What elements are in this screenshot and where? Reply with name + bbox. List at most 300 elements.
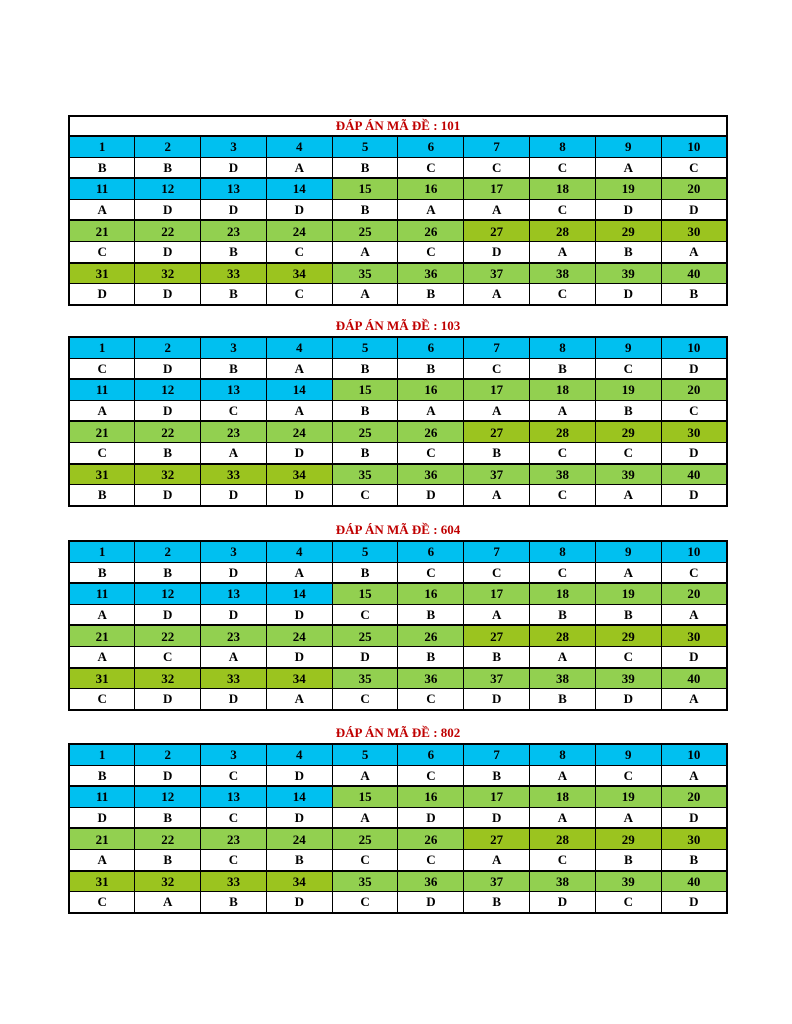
question-number: 26 bbox=[398, 625, 464, 646]
question-number: 9 bbox=[595, 541, 661, 562]
answer-cell: D bbox=[201, 157, 267, 178]
question-number: 29 bbox=[595, 625, 661, 646]
answer-cell: A bbox=[661, 241, 727, 262]
question-number: 7 bbox=[464, 541, 530, 562]
answer-cell: C bbox=[661, 400, 727, 421]
question-number: 28 bbox=[530, 421, 596, 442]
answer-row bbox=[69, 400, 727, 421]
answer-cell: B bbox=[595, 849, 661, 870]
answer-cell: D bbox=[332, 646, 398, 667]
answer-cell: C bbox=[464, 157, 530, 178]
question-number: 2 bbox=[135, 337, 201, 358]
answer-cell: D bbox=[398, 892, 464, 913]
answer-cell: C bbox=[398, 765, 464, 786]
answer-cell: C bbox=[201, 849, 267, 870]
question-number: 10 bbox=[661, 136, 727, 157]
question-number: 14 bbox=[266, 786, 332, 807]
answer-cell: C bbox=[332, 485, 398, 506]
question-number: 22 bbox=[135, 625, 201, 646]
question-number: 19 bbox=[595, 379, 661, 400]
answer-cell: B bbox=[135, 442, 201, 463]
answer-cell: B bbox=[69, 765, 135, 786]
question-number: 13 bbox=[201, 583, 267, 604]
answer-cell: C bbox=[69, 241, 135, 262]
answer-cell: C bbox=[332, 849, 398, 870]
question-number: 1 bbox=[69, 337, 135, 358]
question-number-row bbox=[69, 828, 727, 849]
question-number-row bbox=[69, 337, 727, 358]
question-number: 31 bbox=[69, 263, 135, 284]
answer-cell: D bbox=[201, 562, 267, 583]
answer-cell: D bbox=[661, 646, 727, 667]
answer-cell: D bbox=[135, 400, 201, 421]
question-number: 19 bbox=[595, 583, 661, 604]
answer-cell: C bbox=[530, 485, 596, 506]
question-number: 4 bbox=[266, 136, 332, 157]
question-number: 2 bbox=[135, 136, 201, 157]
question-number: 26 bbox=[398, 421, 464, 442]
question-number: 4 bbox=[266, 337, 332, 358]
answer-cell: D bbox=[135, 604, 201, 625]
answer-cell: C bbox=[332, 689, 398, 710]
question-number: 36 bbox=[398, 263, 464, 284]
answer-cell: A bbox=[464, 400, 530, 421]
answer-cell: D bbox=[595, 284, 661, 305]
answer-cell: C bbox=[69, 358, 135, 379]
question-number: 23 bbox=[201, 828, 267, 849]
question-number: 35 bbox=[332, 464, 398, 485]
question-number: 37 bbox=[464, 668, 530, 689]
question-number: 36 bbox=[398, 668, 464, 689]
question-number: 18 bbox=[530, 583, 596, 604]
answer-cell: A bbox=[266, 358, 332, 379]
question-number: 32 bbox=[135, 263, 201, 284]
question-number: 28 bbox=[530, 625, 596, 646]
answer-cell: B bbox=[464, 765, 530, 786]
question-number: 4 bbox=[266, 744, 332, 765]
answer-cell: A bbox=[661, 604, 727, 625]
question-number: 6 bbox=[398, 337, 464, 358]
answer-row bbox=[69, 562, 727, 583]
block-title: ĐÁP ÁN MÃ ĐỀ : 101 bbox=[68, 115, 728, 135]
question-number: 7 bbox=[464, 136, 530, 157]
answer-cell: D bbox=[266, 199, 332, 220]
question-number: 15 bbox=[332, 583, 398, 604]
answer-cell: D bbox=[398, 807, 464, 828]
question-number: 40 bbox=[661, 871, 727, 892]
answer-cell: B bbox=[69, 157, 135, 178]
question-number: 36 bbox=[398, 871, 464, 892]
question-number: 16 bbox=[398, 379, 464, 400]
question-number: 29 bbox=[595, 828, 661, 849]
question-number-row bbox=[69, 263, 727, 284]
answer-cell: A bbox=[398, 199, 464, 220]
answer-cell: D bbox=[266, 765, 332, 786]
answer-cell: C bbox=[464, 358, 530, 379]
answer-table bbox=[68, 743, 728, 914]
question-number: 34 bbox=[266, 668, 332, 689]
answer-cell: B bbox=[530, 689, 596, 710]
answer-cell: A bbox=[530, 241, 596, 262]
question-number: 27 bbox=[464, 828, 530, 849]
answer-cell: A bbox=[332, 284, 398, 305]
answer-cell: A bbox=[595, 157, 661, 178]
question-number: 34 bbox=[266, 263, 332, 284]
answer-cell: D bbox=[201, 199, 267, 220]
question-number: 35 bbox=[332, 871, 398, 892]
question-number: 38 bbox=[530, 668, 596, 689]
question-number: 39 bbox=[595, 871, 661, 892]
block-title: ĐÁP ÁN MÃ ĐỀ : 802 bbox=[335, 725, 461, 740]
question-number-row bbox=[69, 583, 727, 604]
answer-cell: C bbox=[595, 646, 661, 667]
answer-cell: A bbox=[69, 400, 135, 421]
answer-cell: D bbox=[464, 807, 530, 828]
question-number: 7 bbox=[464, 744, 530, 765]
answer-cell: B bbox=[595, 241, 661, 262]
question-number: 13 bbox=[201, 178, 267, 199]
question-number: 4 bbox=[266, 541, 332, 562]
answer-cell: B bbox=[135, 562, 201, 583]
question-number: 1 bbox=[69, 136, 135, 157]
question-number: 10 bbox=[661, 541, 727, 562]
answer-cell: B bbox=[398, 358, 464, 379]
question-number: 1 bbox=[69, 744, 135, 765]
answer-cell: D bbox=[135, 485, 201, 506]
question-number: 25 bbox=[332, 625, 398, 646]
question-number: 35 bbox=[332, 668, 398, 689]
question-number-row bbox=[69, 871, 727, 892]
answer-cell: C bbox=[398, 241, 464, 262]
answer-cell: C bbox=[530, 157, 596, 178]
question-number-row bbox=[69, 379, 727, 400]
answer-cell: A bbox=[69, 646, 135, 667]
question-number: 33 bbox=[201, 871, 267, 892]
question-number-row bbox=[69, 421, 727, 442]
answer-cell: B bbox=[530, 604, 596, 625]
question-number: 33 bbox=[201, 668, 267, 689]
answer-cell: C bbox=[201, 765, 267, 786]
answer-row bbox=[69, 199, 727, 220]
question-number: 15 bbox=[332, 178, 398, 199]
answer-cell: B bbox=[201, 284, 267, 305]
answer-block bbox=[68, 723, 728, 914]
answer-cell: C bbox=[69, 689, 135, 710]
question-number: 21 bbox=[69, 421, 135, 442]
answer-cell: B bbox=[332, 562, 398, 583]
answer-cell: B bbox=[464, 646, 530, 667]
question-number: 20 bbox=[661, 786, 727, 807]
question-number: 22 bbox=[135, 828, 201, 849]
question-number: 14 bbox=[266, 583, 332, 604]
answer-cell: D bbox=[661, 442, 727, 463]
answer-cell: C bbox=[530, 442, 596, 463]
answer-cell: A bbox=[332, 807, 398, 828]
answer-cell: B bbox=[332, 400, 398, 421]
answer-cell: A bbox=[595, 562, 661, 583]
answer-cell: A bbox=[661, 689, 727, 710]
answer-cell: A bbox=[398, 400, 464, 421]
answer-row bbox=[69, 485, 727, 506]
question-number: 27 bbox=[464, 220, 530, 241]
question-number: 3 bbox=[201, 136, 267, 157]
answer-cell: B bbox=[201, 892, 267, 913]
answer-table bbox=[68, 135, 728, 306]
question-number: 31 bbox=[69, 871, 135, 892]
question-number: 28 bbox=[530, 220, 596, 241]
answer-cell: B bbox=[201, 241, 267, 262]
question-number: 24 bbox=[266, 220, 332, 241]
answer-cell: B bbox=[135, 807, 201, 828]
answer-row bbox=[69, 765, 727, 786]
answer-cell: B bbox=[595, 400, 661, 421]
question-number: 8 bbox=[530, 337, 596, 358]
answer-cell: C bbox=[201, 807, 267, 828]
answer-cell: D bbox=[661, 358, 727, 379]
answer-cell: D bbox=[595, 199, 661, 220]
question-number: 21 bbox=[69, 220, 135, 241]
question-number: 37 bbox=[464, 464, 530, 485]
question-number: 26 bbox=[398, 828, 464, 849]
question-number: 32 bbox=[135, 871, 201, 892]
answer-cell: A bbox=[69, 199, 135, 220]
answer-cell: B bbox=[201, 358, 267, 379]
question-number-row bbox=[69, 464, 727, 485]
question-number: 9 bbox=[595, 337, 661, 358]
question-number: 21 bbox=[69, 625, 135, 646]
question-number: 30 bbox=[661, 220, 727, 241]
question-number: 9 bbox=[595, 744, 661, 765]
question-number: 11 bbox=[69, 178, 135, 199]
answer-cell: D bbox=[201, 485, 267, 506]
answer-cell: C bbox=[398, 442, 464, 463]
question-number: 13 bbox=[201, 379, 267, 400]
question-number: 9 bbox=[595, 136, 661, 157]
answer-block bbox=[68, 520, 728, 711]
question-number: 39 bbox=[595, 263, 661, 284]
question-number: 17 bbox=[464, 379, 530, 400]
answer-cell: D bbox=[595, 689, 661, 710]
question-number: 8 bbox=[530, 744, 596, 765]
question-number: 18 bbox=[530, 379, 596, 400]
answer-cell: D bbox=[135, 241, 201, 262]
question-number: 34 bbox=[266, 464, 332, 485]
question-number: 8 bbox=[530, 541, 596, 562]
answer-cell: D bbox=[201, 689, 267, 710]
answer-cell: C bbox=[595, 892, 661, 913]
question-number: 17 bbox=[464, 786, 530, 807]
question-number: 36 bbox=[398, 464, 464, 485]
answer-row bbox=[69, 284, 727, 305]
question-number: 35 bbox=[332, 263, 398, 284]
question-number: 40 bbox=[661, 263, 727, 284]
question-number: 15 bbox=[332, 379, 398, 400]
answer-cell: D bbox=[661, 892, 727, 913]
question-number-row bbox=[69, 541, 727, 562]
question-number: 25 bbox=[332, 421, 398, 442]
question-number: 17 bbox=[464, 583, 530, 604]
answer-cell: C bbox=[135, 646, 201, 667]
question-number: 34 bbox=[266, 871, 332, 892]
answer-cell: A bbox=[266, 157, 332, 178]
question-number: 14 bbox=[266, 178, 332, 199]
question-number: 14 bbox=[266, 379, 332, 400]
answer-cell: C bbox=[332, 892, 398, 913]
answer-cell: C bbox=[332, 604, 398, 625]
question-number: 17 bbox=[464, 178, 530, 199]
answer-cell: A bbox=[201, 646, 267, 667]
question-number: 32 bbox=[135, 464, 201, 485]
answer-row bbox=[69, 849, 727, 870]
answer-cell: A bbox=[464, 199, 530, 220]
answer-cell: B bbox=[332, 157, 398, 178]
answer-cell: A bbox=[266, 562, 332, 583]
answer-cell: C bbox=[398, 689, 464, 710]
question-number: 29 bbox=[595, 421, 661, 442]
answer-cell: B bbox=[135, 157, 201, 178]
answer-cell: D bbox=[661, 807, 727, 828]
answer-cell: A bbox=[135, 892, 201, 913]
answer-cell: C bbox=[398, 157, 464, 178]
question-number: 21 bbox=[69, 828, 135, 849]
question-number: 16 bbox=[398, 786, 464, 807]
answer-cell: D bbox=[201, 604, 267, 625]
answer-cell: C bbox=[464, 562, 530, 583]
answer-cell: B bbox=[530, 358, 596, 379]
question-number: 24 bbox=[266, 828, 332, 849]
question-number: 16 bbox=[398, 178, 464, 199]
question-number: 2 bbox=[135, 541, 201, 562]
question-number: 33 bbox=[201, 464, 267, 485]
question-number: 25 bbox=[332, 220, 398, 241]
question-number: 23 bbox=[201, 421, 267, 442]
answer-cell: B bbox=[661, 849, 727, 870]
answer-cell: D bbox=[69, 284, 135, 305]
question-number: 30 bbox=[661, 828, 727, 849]
question-number: 19 bbox=[595, 786, 661, 807]
question-number: 16 bbox=[398, 583, 464, 604]
answer-cell: D bbox=[661, 485, 727, 506]
answer-cell: B bbox=[398, 284, 464, 305]
question-number: 8 bbox=[530, 136, 596, 157]
question-number-row bbox=[69, 178, 727, 199]
question-number: 12 bbox=[135, 786, 201, 807]
answer-cell: B bbox=[398, 604, 464, 625]
question-number: 11 bbox=[69, 379, 135, 400]
question-number: 38 bbox=[530, 263, 596, 284]
question-number: 15 bbox=[332, 786, 398, 807]
question-number-row bbox=[69, 136, 727, 157]
question-number-row bbox=[69, 786, 727, 807]
question-number: 3 bbox=[201, 744, 267, 765]
question-number: 27 bbox=[464, 625, 530, 646]
answer-row bbox=[69, 892, 727, 913]
answer-cell: C bbox=[398, 849, 464, 870]
answer-cell: D bbox=[266, 604, 332, 625]
question-number: 23 bbox=[201, 625, 267, 646]
answer-cell: A bbox=[69, 849, 135, 870]
question-number: 32 bbox=[135, 668, 201, 689]
question-number: 18 bbox=[530, 786, 596, 807]
answer-row bbox=[69, 604, 727, 625]
block-title: ĐÁP ÁN MÃ ĐỀ : 103 bbox=[335, 318, 461, 333]
question-number-row bbox=[69, 668, 727, 689]
question-number: 31 bbox=[69, 668, 135, 689]
answer-cell: A bbox=[661, 765, 727, 786]
answer-block bbox=[68, 316, 728, 507]
answer-cell: B bbox=[332, 199, 398, 220]
answer-cell: D bbox=[266, 485, 332, 506]
answer-cell: C bbox=[530, 284, 596, 305]
question-number: 24 bbox=[266, 421, 332, 442]
answer-table bbox=[68, 540, 728, 711]
answer-cell: A bbox=[595, 485, 661, 506]
answer-block bbox=[68, 115, 728, 306]
question-number: 18 bbox=[530, 178, 596, 199]
answer-cell: D bbox=[464, 241, 530, 262]
question-number: 39 bbox=[595, 668, 661, 689]
answer-row bbox=[69, 646, 727, 667]
answer-cell: A bbox=[266, 689, 332, 710]
answer-cell: C bbox=[661, 562, 727, 583]
answer-row bbox=[69, 689, 727, 710]
question-number: 22 bbox=[135, 421, 201, 442]
answer-cell: B bbox=[398, 646, 464, 667]
question-number: 5 bbox=[332, 744, 398, 765]
answer-cell: B bbox=[266, 849, 332, 870]
answer-cell: B bbox=[69, 562, 135, 583]
question-number-row bbox=[69, 744, 727, 765]
question-number: 20 bbox=[661, 178, 727, 199]
answer-cell: A bbox=[530, 646, 596, 667]
answer-cell: D bbox=[135, 765, 201, 786]
answer-cell: B bbox=[332, 358, 398, 379]
question-number: 20 bbox=[661, 379, 727, 400]
question-number: 6 bbox=[398, 541, 464, 562]
answer-cell: D bbox=[661, 199, 727, 220]
answer-cell: A bbox=[464, 284, 530, 305]
question-number: 11 bbox=[69, 583, 135, 604]
answer-cell: A bbox=[69, 604, 135, 625]
answer-cell: A bbox=[464, 849, 530, 870]
question-number: 33 bbox=[201, 263, 267, 284]
question-number: 30 bbox=[661, 625, 727, 646]
question-number: 5 bbox=[332, 136, 398, 157]
question-number: 12 bbox=[135, 379, 201, 400]
question-number: 3 bbox=[201, 541, 267, 562]
answer-row bbox=[69, 807, 727, 828]
question-number: 3 bbox=[201, 337, 267, 358]
answer-cell: D bbox=[266, 807, 332, 828]
question-number: 1 bbox=[69, 541, 135, 562]
answer-cell: C bbox=[266, 241, 332, 262]
answer-cell: C bbox=[661, 157, 727, 178]
answer-cell: D bbox=[266, 442, 332, 463]
question-number: 23 bbox=[201, 220, 267, 241]
question-number: 10 bbox=[661, 744, 727, 765]
answer-cell: D bbox=[530, 892, 596, 913]
answer-cell: C bbox=[201, 400, 267, 421]
question-number: 38 bbox=[530, 871, 596, 892]
answer-cell: A bbox=[266, 400, 332, 421]
answer-cell: B bbox=[69, 485, 135, 506]
answer-cell: B bbox=[661, 284, 727, 305]
answer-cell: B bbox=[464, 892, 530, 913]
answer-cell: C bbox=[595, 765, 661, 786]
answer-cell: B bbox=[135, 849, 201, 870]
question-number: 28 bbox=[530, 828, 596, 849]
answer-cell: A bbox=[332, 241, 398, 262]
